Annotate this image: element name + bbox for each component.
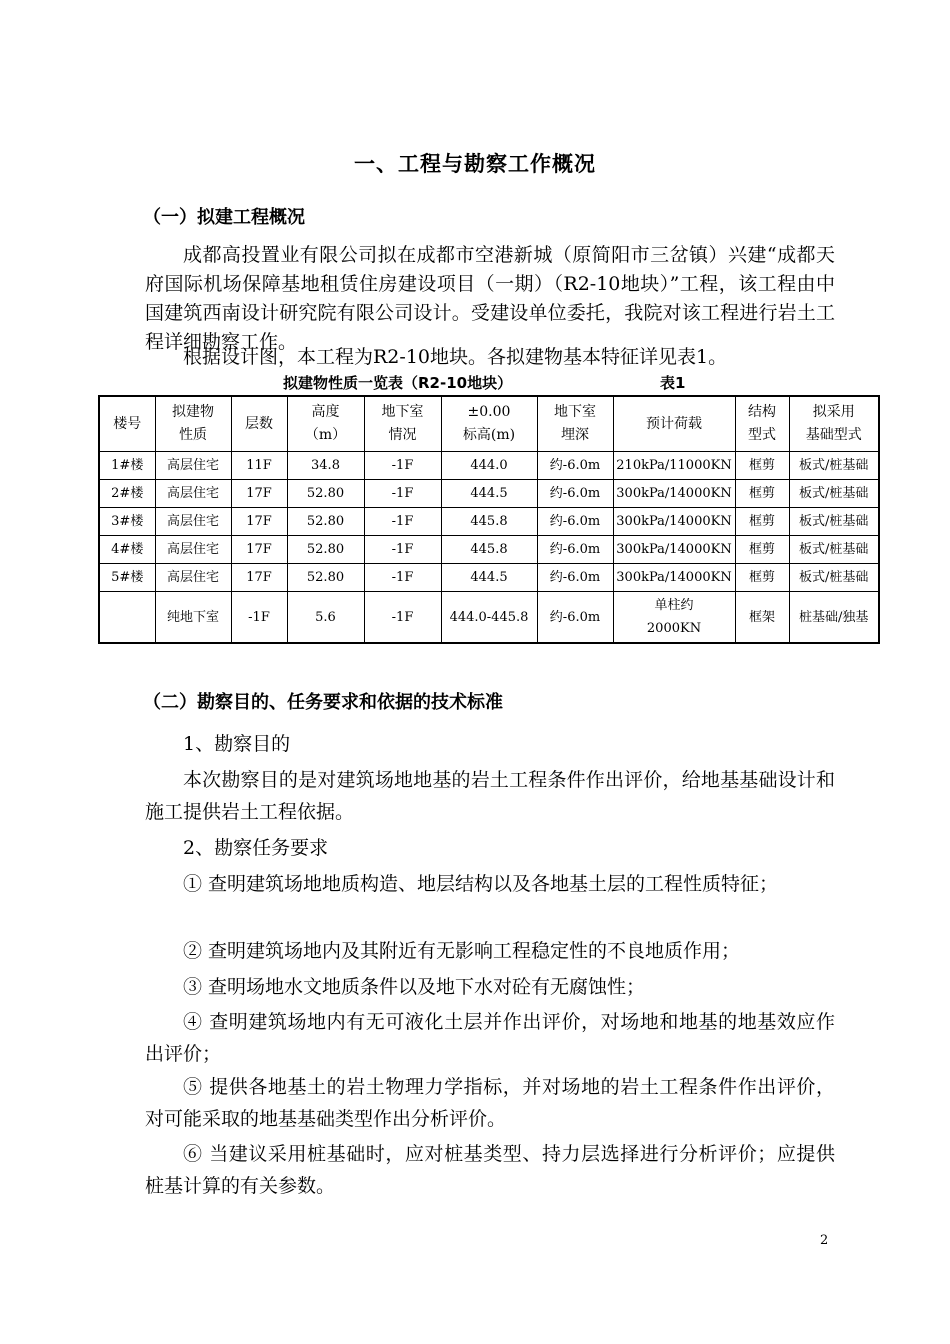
task-item: ⑥ 当建议采用桩基础时，应对桩基类型、持力层选择进行分析评价；应提供桩基计算的有关参数。 [145,1143,835,1197]
cell-height: 52.80 [287,536,364,564]
header-basement: 地下室 情况 [364,396,441,452]
cell-height: 5.6 [287,592,364,644]
cell-type: 高层住宅 [155,508,231,536]
section-heading-survey-purpose: （二）勘察目的、任务要求和依据的技术标准 [143,692,503,713]
cell-floors: 11F [231,452,287,480]
task-item: ① 查明建筑场地地质构造、地层结构以及各地基土层的工程性质特征； [183,873,779,895]
cell-structure: 框剪 [735,452,789,480]
cell-building: 3#楼 [99,508,155,536]
header-foundation: 拟采用 基础型式 [789,396,879,452]
cell-elevation: 444.0 [441,452,537,480]
cell-type: 纯地下室 [155,592,231,644]
cell-building: 2#楼 [99,480,155,508]
cell-elevation: 444.0-445.8 [441,592,537,644]
cell-structure: 框剪 [735,564,789,592]
cell-basement: -1F [364,536,441,564]
cell-depth: 约-6.0m [537,480,613,508]
cell-height: 52.80 [287,480,364,508]
design-reference-paragraph: 根据设计图，本工程为R2-10地块。各拟建物基本特征详见表1。 [183,346,728,368]
cell-depth: 约-6.0m [537,536,613,564]
cell-load: 300kPa/14000KN [613,536,735,564]
header-structure: 结构 型式 [735,396,789,452]
cell-elevation: 444.5 [441,564,537,592]
cell-type: 高层住宅 [155,480,231,508]
cell-basement: -1F [364,480,441,508]
cell-load: 300kPa/14000KN [613,480,735,508]
cell-building: 5#楼 [99,564,155,592]
cell-height: 52.80 [287,508,364,536]
cell-load: 210kPa/11000KN [613,452,735,480]
table-row [99,564,879,592]
subheading-purpose: 1、勘察目的 [183,733,291,755]
cell-building [99,592,155,644]
cell-foundation: 板式/桩基础 [789,480,879,508]
cell-elevation: 445.8 [441,536,537,564]
cell-type: 高层住宅 [155,536,231,564]
task-item: ⑤ 提供各地基土的岩土物理力学指标，并对场地的岩土工程条件作出评价，对可能采取的地基基础类型作出分析评价。 [145,1076,835,1130]
cell-depth: 约-6.0m [537,592,613,644]
cell-floors: 17F [231,536,287,564]
cell-basement: -1F [364,564,441,592]
cell-type: 高层住宅 [155,564,231,592]
cell-load: 300kPa/14000KN [613,564,735,592]
building-properties-table [98,395,880,644]
cell-height: 52.80 [287,564,364,592]
table-row [99,508,879,536]
header-load: 预计荷载 [613,396,735,452]
cell-basement: -1F [364,508,441,536]
header-building: 楼号 [99,396,155,452]
cell-type: 高层住宅 [155,452,231,480]
table-row [99,592,879,644]
cell-height: 34.8 [287,452,364,480]
cell-foundation: 板式/桩基础 [789,536,879,564]
cell-depth: 约-6.0m [537,564,613,592]
table-caption: 拟建物性质一览表（R2-10地块） [283,374,513,392]
header-basement-depth: 地下室 埋深 [537,396,613,452]
cell-floors: 17F [231,508,287,536]
cell-floors: 17F [231,564,287,592]
cell-elevation: 444.5 [441,480,537,508]
subheading-tasks: 2、勘察任务要求 [183,837,329,859]
cell-depth: 约-6.0m [537,452,613,480]
cell-building: 1#楼 [99,452,155,480]
cell-foundation: 板式/桩基础 [789,508,879,536]
cell-depth: 约-6.0m [537,508,613,536]
table-row [99,452,879,480]
cell-elevation: 445.8 [441,508,537,536]
cell-load: 300kPa/14000KN [613,508,735,536]
table-number: 表1 [660,374,686,392]
header-elevation: ±0.00 标高(m) [441,396,537,452]
cell-floors: 17F [231,480,287,508]
section-heading-project-overview: （一）拟建工程概况 [143,207,305,228]
cell-basement: -1F [364,452,441,480]
page-title: 一、工程与勘察工作概况 [354,152,596,176]
task-item: ② 查明建筑场地内及其附近有无影响工程稳定性的不良地质作用； [183,940,741,962]
cell-foundation: 板式/桩基础 [789,452,879,480]
table-row [99,536,879,564]
cell-structure: 框剪 [735,536,789,564]
cell-foundation: 板式/桩基础 [789,564,879,592]
task-item: ③ 查明场地水文地质条件以及地下水对砼有无腐蚀性； [183,976,646,998]
cell-structure: 框架 [735,592,789,644]
task-item: ④ 查明建筑场地内有无可液化土层并作出评价，对场地和地基的地基效应作出评价； [145,1011,835,1065]
header-type: 拟建物 性质 [155,396,231,452]
table-header-row [99,396,879,452]
header-floors: 层数 [231,396,287,452]
cell-building: 4#楼 [99,536,155,564]
cell-basement: -1F [364,592,441,644]
cell-structure: 框剪 [735,480,789,508]
purpose-paragraph: 本次勘察目的是对建筑场地地基的岩土工程条件作出评价，给地基基础设计和施工提供岩土工程依据。 [145,769,835,823]
page-number: 2 [820,1233,829,1248]
cell-floors: -1F [231,592,287,644]
header-height: 高度 （m） [287,396,364,452]
cell-load: 单柱约 2000KN [613,592,735,644]
project-description-paragraph: 成都高投置业有限公司拟在成都市空港新城（原简阳市三岔镇）兴建“成都天府国际机场保障基地租赁住房建设项目（一期）（R2-10地块）”工程，该工程由中国建筑西南设计研究院有限公司设计。受建设单位委托，我院对该工程进行岩土工程详细勘察工作。 [145,244,835,353]
table-row [99,480,879,508]
cell-structure: 框剪 [735,508,789,536]
cell-foundation: 桩基础/独基 [789,592,879,644]
